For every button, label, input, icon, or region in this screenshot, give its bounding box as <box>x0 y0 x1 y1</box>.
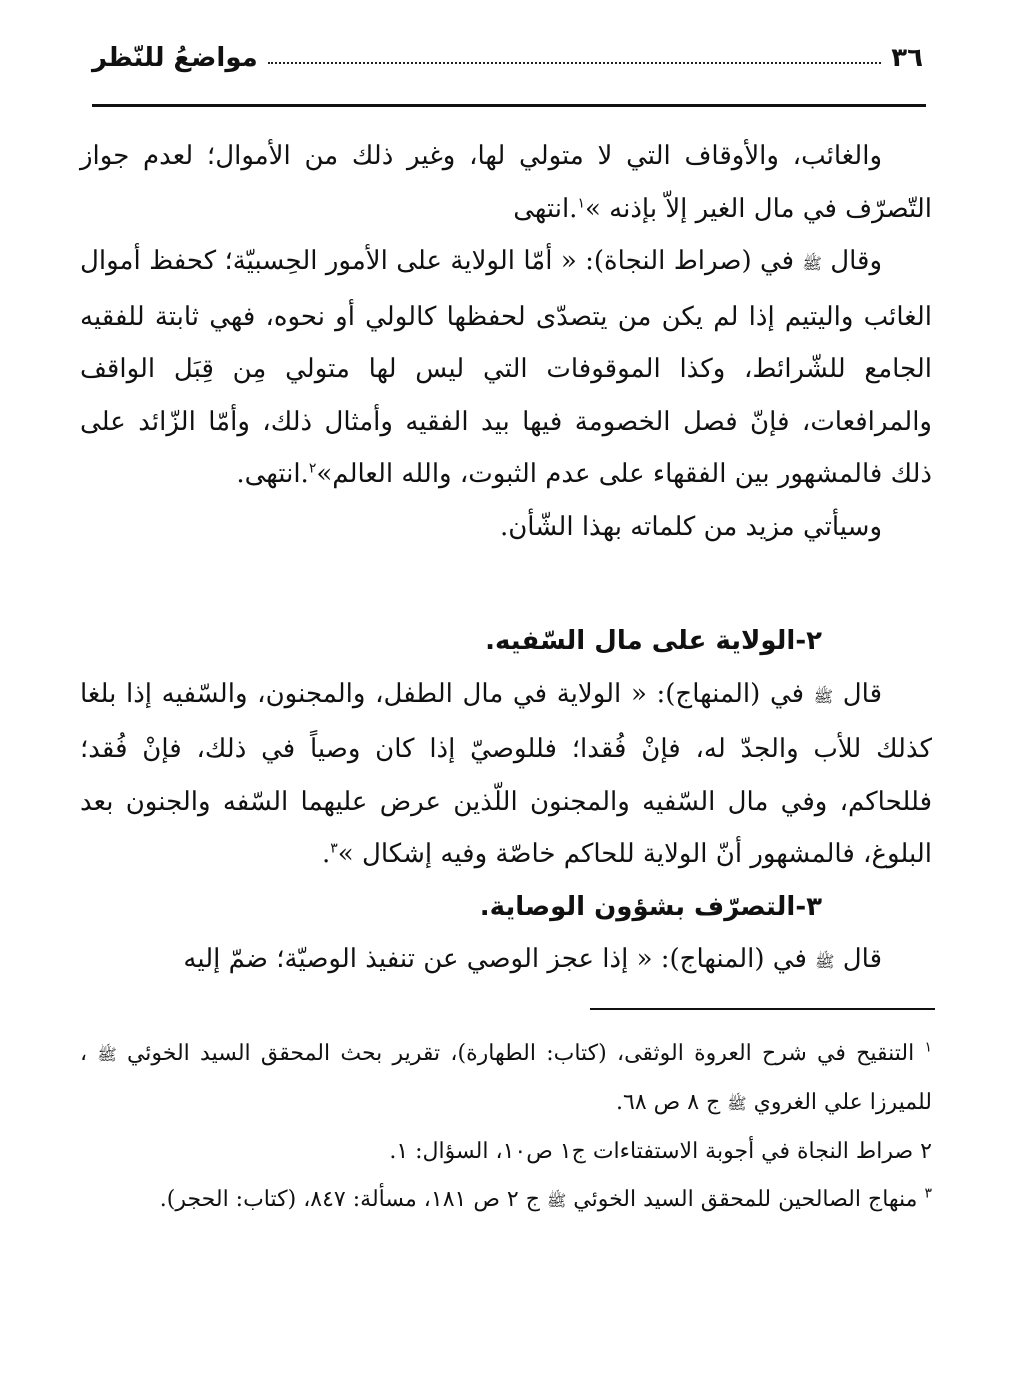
paragraph-3: وسيأتي مزيد من كلماته بهذا الشّأن. <box>499 511 882 542</box>
footnote-separator <box>590 1008 935 1010</box>
footnote-ref-3[interactable]: ٣ <box>330 840 338 857</box>
page-header <box>92 38 923 78</box>
footnote-ref-1[interactable]: ١ <box>577 194 585 211</box>
footnote-2: ٢ صراط النجاة في أجوبة الاستفتاءات ج١ ص١٠، السؤال: ١. <box>389 1139 932 1164</box>
section-heading-3: ٣-التصرّف بشؤون الوصاية. <box>479 891 822 922</box>
page-number: ٣٦ <box>891 43 923 73</box>
section-spacer <box>80 553 932 615</box>
honorific-glyph: ﷺ <box>97 1045 117 1064</box>
honorific-glyph: ﷺ <box>727 1094 747 1113</box>
footnote-3: $^٣$ منهاج الصالحين للمحقق السيد الخوئي ﷺ ج ٢ ص ١٨١، مسألة: ٨٤٧، (كتاب: الحجر). <box>159 1185 932 1212</box>
footnote-ref-2[interactable]: ٢ <box>308 460 317 477</box>
honorific-glyph: ﷺ <box>815 952 835 971</box>
header-rule <box>92 104 926 107</box>
honorific-glyph: ﷺ <box>546 1191 567 1210</box>
honorific-glyph: ﷺ <box>802 254 822 273</box>
paragraph-5: قال ﷺ في (المنهاج): « إذا عجز الوصي عن تنفيذ الوصيّة؛ ضمّ إليه <box>183 944 882 974</box>
main-text <box>80 130 932 989</box>
paragraph-4: قال ﷺ في (المنهاج): « الولاية في مال الطفل، والمجنون، والسّفيه إذا بلغا كذلك للأب والجدّ له، فإنْ فُقدا؛ فللوصيّ إذا كان وصياً في ذلك، فإنْ فُقد؛ فللحاكم، وفي مال السّفيه والمجنون اللّذين عرض عليهما السّفه والجنون بعد البلوغ، فالمشهور أنّ الولاية للحاكم خاصّة وفيه إشكال »$^٣$. <box>80 678 932 869</box>
section-heading-2: ٢-الولاية على مال السّفيه. <box>485 626 822 656</box>
footnotes <box>80 1030 932 1225</box>
header-dot-leader <box>268 62 882 64</box>
honorific-glyph: ﷺ <box>813 686 834 706</box>
paragraph-1: والغائب، والأوقاف التي لا متولي لها، وغير ذلك من الأموال؛ لعدم جواز التّصرّف في مال الغير إلاّ بإذنه »$^١$.انتهى <box>80 141 932 224</box>
footnote-1: $^١$ التنقيح في شرح العروة الوثقى، (كتاب: الطهارة)، تقرير بحث المحقق السيد الخوئي ﷺ ، للميرزا علي الغروي ﷺ ج ٨ ص ٦٨. <box>80 1039 932 1115</box>
running-title: مواضعُ للنّظر <box>92 43 258 73</box>
paragraph-2: وقال ﷺ في (صراط النجاة): « أمّا الولاية على الأمور الحِسبيّة؛ كحفظ أموال الغائب واليتيم إذا لم يكن من يتصدّى لحفظها كالولي أو نحوه، فهي ثابتة للفقيه الجامع للشّرائط، وكذا الموقوفات التي ليس لها متولي مِن قِبَل الواقف والمرافعات، فإنّ فصل الخصومة فيها بيد الفقيه وأمثال ذلك، وأمّا الزّائد على ذلك فالمشهور بين الفقهاء على عدم الثبوت، والله العالم»$^٢$.انتهى. <box>80 246 932 489</box>
